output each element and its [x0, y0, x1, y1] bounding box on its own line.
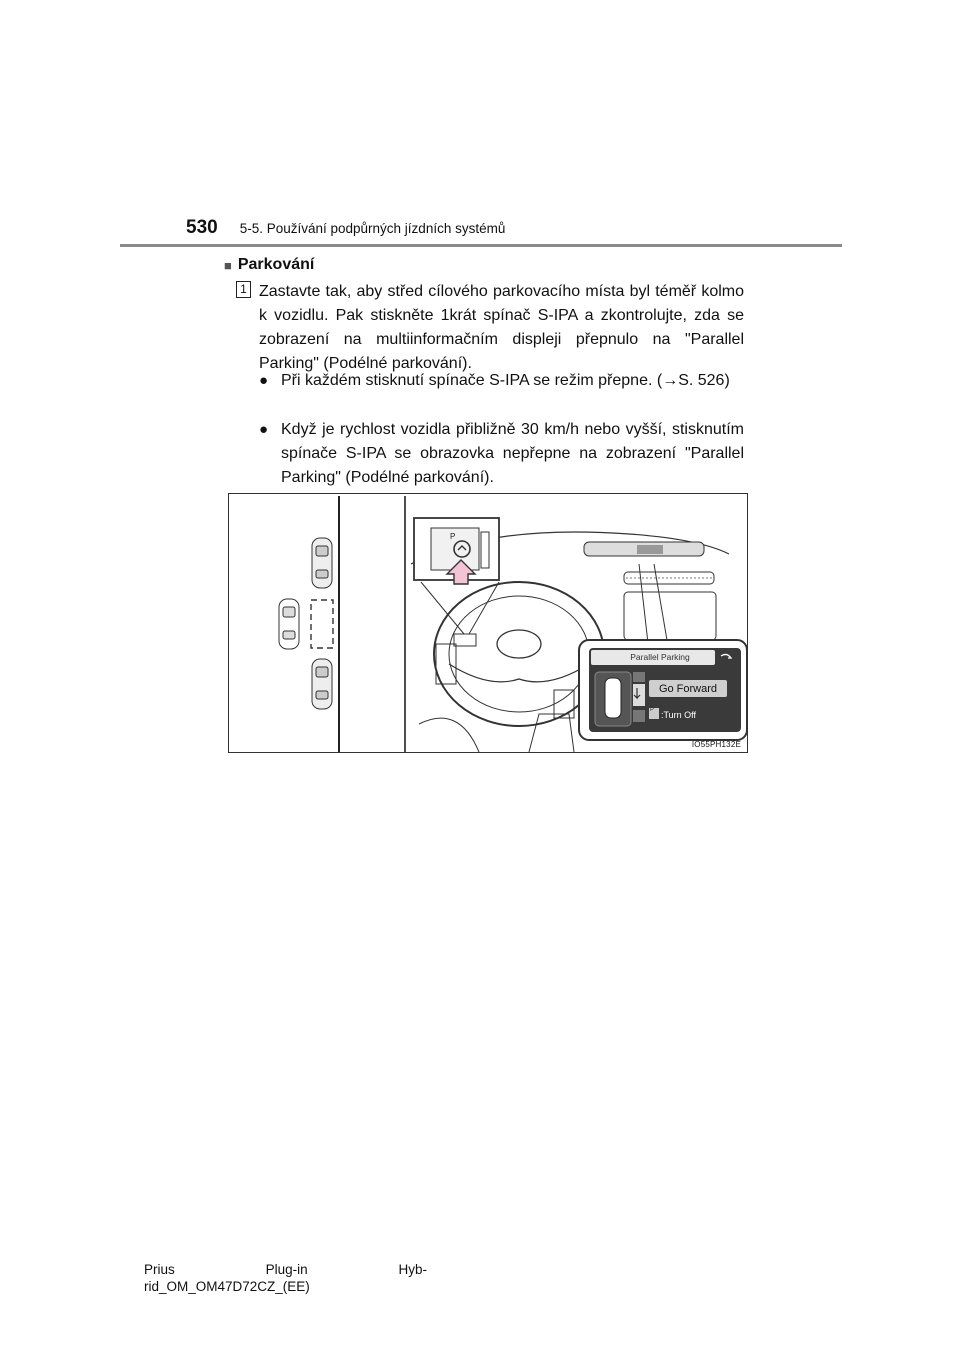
- bullet-marker: ●: [259, 372, 269, 389]
- bullet-text: Při každém stisknutí spínače S-IPA se režim přepne. (→S. 526): [281, 372, 730, 389]
- target-space-outline: [311, 600, 333, 648]
- switch-letter: P: [450, 532, 456, 541]
- footer-model: Prius: [144, 1262, 175, 1277]
- parking-illustration: [228, 493, 748, 753]
- heading-marker: ■: [224, 257, 232, 273]
- page-number: 530: [186, 217, 218, 238]
- footer-doc-code: rid_OM_OM47D72CZ_(EE): [144, 1279, 310, 1294]
- page-header: [186, 217, 505, 239]
- bullet-text: Když je rychlost vozidla přibližně 30 km/h nebo vyšší, stisknutím spínače S-IPA se obrazovka nepřepne na zobrazení "Parallel Parking" (Podélné parkování).: [281, 421, 744, 486]
- section-title: 5-5. Používání podpůrných jízdních systémů: [239, 221, 506, 236]
- footer-hyb: Hyb-: [398, 1262, 427, 1277]
- display-go-forward: Go Forward: [658, 683, 718, 695]
- page-footer: [144, 1261, 427, 1295]
- parked-car-icon: [312, 538, 332, 588]
- figure-code: IO55PH132E: [691, 740, 741, 749]
- step-text: Zastavte tak, aby střed cílového parkovacího místa byl téměř kolmo k vozidlu. Pak stiskněte 1krát spínač S-IPA a zkontrolujte, zda se zobrazení na multiinformačním displeji přepnulo na "Parallel Parking" (Podélné parkování).: [259, 283, 744, 372]
- bullet-marker: ●: [259, 421, 269, 438]
- footer-variant: Plug-in: [265, 1262, 308, 1277]
- parked-car-icon: [312, 659, 332, 709]
- display-title: Parallel Parking: [630, 652, 690, 662]
- bullet-item: [259, 418, 744, 490]
- section-heading: [224, 256, 314, 274]
- step-number-badge: 1: [236, 281, 251, 298]
- header-divider: [120, 244, 842, 247]
- bullet-item: [259, 369, 744, 393]
- display-turn-off: :Turn Off: [661, 710, 697, 720]
- heading-title: Parkování: [237, 256, 315, 273]
- own-vehicle-icon: [279, 599, 299, 649]
- display-switch-letter: P: [650, 707, 655, 713]
